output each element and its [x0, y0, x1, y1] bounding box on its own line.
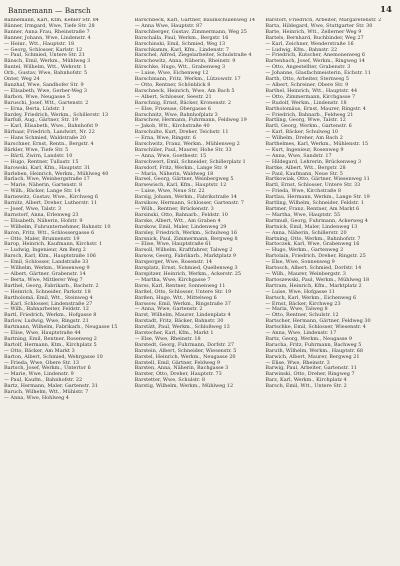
directory-entry: Barstadt, Fritz, Bäcker, Bahnstr. 30 — [134, 318, 224, 325]
directory-entry: Barssow, Emil, Werkm., Ringstraße 37 — [134, 300, 231, 307]
directory-entry: Bärschke, Hugo, Wtt., Grabenweg 3 — [134, 64, 226, 71]
directory-entry: Bartling, Georg, Wwe, Talstr. 12 — [265, 117, 346, 124]
directory-entry: Bänner, Irmgard, Wwe, Tiefe Str. 28 — [4, 22, 95, 29]
directory-entry: — Otto, Angestellter, Grabenstr. 3 — [265, 64, 351, 71]
directory-entry: Barstorf, Friedrich, Arbeiter, Margaretenstr. 2 — [265, 18, 382, 23]
directory-entry: Barsig, Johann, Werkm., Fabrikstraße 14 — [134, 194, 237, 201]
directory-entry: Barster, Otto, Dreher, Hauptstr. 73 — [134, 371, 222, 378]
directory-entry: Barsel, Georg, Gärtner, Weinbergweg 5 — [134, 176, 234, 183]
directory-entry: Barschüler, Paul, Maurer, Hohe Str. 33 — [134, 146, 232, 153]
directory-entry: Bartsch, Josef, Werkm., Untertor 6 — [4, 365, 91, 372]
directory-entry: Bartz, Hermann, Maler, Gartenstr. 31 — [4, 383, 98, 390]
directory-entry: Barschwitz, Franz, Werkm., Mühlenweg 2 — [134, 141, 240, 148]
directory-entry: Barbon, Wwe, Neugasse 5 — [4, 93, 70, 100]
directory-entry: Barstedt, Georg, Fuhrmann, Dorfstr. 27 — [134, 341, 234, 348]
directory-entry: — Anna Wwe, Hauptstr. 87 — [134, 22, 203, 29]
directory-entry: Bartsch, Karl, Werkm., Eichenweg 6 — [265, 294, 357, 301]
directory-entry: — Else, Friseuse, Obergasse 6 — [134, 105, 211, 112]
directory-entry: Bardey, Friedrich, Werkm., Schillerstr. 13 — [4, 111, 109, 118]
directory-entry: Baruschi, Josef, Wtt., Gartenstr. 2 — [4, 99, 89, 106]
directory-entry: — Wilh., Bäcker, Lange Str. 14 — [4, 188, 81, 195]
directory-entry: — Luise, Wwe, Hofgasse 11 — [265, 288, 335, 295]
directory-entry: Barschel, Alfred, Ziegelarbeiter, Schulstraße 4 — [134, 52, 252, 59]
directory-entry: Onter, Weg 24 — [4, 76, 40, 83]
directory-entry: Barth, Otto, Arbeiter, Sternweg 5 — [265, 76, 350, 83]
running-head: Bannemann — Barsch — [8, 6, 91, 15]
directory-entry: — Anna, Wwe, Lindenstr. 17 — [265, 330, 337, 337]
directory-entry: — Emil, Schlosser, Landstraße 33 — [4, 259, 89, 266]
directory-entry: Bartmann, Wilhelm, Fabrikarb., Neugasse 15 — [4, 324, 118, 331]
directory-entry: Bartscher, Hermann, Gärtner, Feldweg 30 — [265, 318, 371, 325]
directory-entry: — Georg, Schlosser, Karlstr. 12 — [4, 46, 83, 53]
directory-entry: Barnitz, Albert, Dreher, Lutherstr. 11 — [4, 200, 98, 207]
directory-entry: Baron, Fritz, Wtt., Schlossergasse 6 — [4, 229, 95, 236]
directory-entry: Barstätt, Paul, Werkm., Schloßweg 13 — [134, 324, 230, 331]
directory-entry: Barschulte, Kurt, Dreher, Teichstr. 11 — [134, 129, 229, 136]
directory-entry: — Frieda, Wwe, Obere Str. 13 — [4, 359, 79, 366]
directory-entry: Bartnick, Emil, Maler, Lindenweg 13 — [265, 223, 358, 230]
directory-entry: — Kurt, Ingenieur, Rosenweg 9 — [265, 146, 344, 153]
directory-entry: Bartosch, Albert, Schmied, Dorfstr. 14 — [265, 265, 362, 272]
directory-entry: — Else, Wwe, Sonnenweg 9 — [265, 259, 335, 266]
directory-entry: — Otto, Bäcker, Am Markt 3 — [4, 347, 75, 354]
directory-entry: — Elise, Wwe, Hauptstraße 61 — [134, 241, 212, 248]
directory-entry: — Albert, Schreiner, Obere Str. 9 — [265, 81, 349, 88]
directory-entry: Bartmuß, Georg, Fuhrmann, Ackerweg 4 — [265, 217, 368, 224]
directory-entry: Barta, Hildegard, Wwe, Stuttgarter Str. 30 — [265, 22, 373, 29]
directory-entry: — Josef, Wwe, Talstr. 3 — [4, 206, 62, 212]
directory-entry: Bantel, Wilhelm, Wtt., Wehrstr. 1 — [4, 64, 87, 71]
directory-entry: Barsch, Emil, Wtt., Untere Str. 2 — [265, 383, 347, 390]
directory-entry: Barst, Wilhelm, Maurer, Lindenplatz 4 — [134, 312, 231, 319]
directory-entry: Bartenbach, Josef, Werkm., Ringweg 14 — [265, 58, 365, 65]
directory-entry: Barßen, Hugo, Wtt., Mittelweg 6 — [134, 294, 217, 301]
directory-entry: Bartmer, Franz, Rentner, Am Markt 6 — [265, 206, 360, 212]
directory-entry: Banner, Anna Frau, Rheinstraße 7 — [4, 28, 90, 35]
page-header — [8, 5, 392, 17]
directory-entry: Barschnig, Ernst, Bäcker, Kronenstr. 2 — [134, 99, 232, 106]
directory-entry: — Martha, Wwe, Kirchgasse 7 — [134, 276, 211, 283]
directory-entry: Barschberger, Gustav, Zimmermann, Weg 25 — [134, 28, 247, 35]
directory-entry: Barsoll, Wilhelm, Kraftfahrer, Talweg 2 — [134, 247, 233, 254]
directory-entry: Banner, Johann, Wwe, Lindenstr. 4 — [4, 34, 91, 41]
directory-entry: Barwinski, Otto, Dreher, Ringweg 7 — [265, 371, 355, 378]
directory-entry: Bartl, Georg, Werkm., Gartenstr. 6 — [265, 123, 352, 130]
entry-columns — [4, 18, 394, 562]
directory-entry: — Anna, Wwe, Goethestr. 15 — [134, 152, 207, 159]
directory-entry: Banzhaf, Wwe, Sandhofer Str. 9 — [4, 81, 84, 88]
directory-entry: Barschewitz, Anna, Näherin, Rheinstr. 9 — [134, 58, 236, 65]
directory-entry: — Wilh., Bahnarbeiter, Feldstr. 12 — [4, 306, 89, 313]
directory-entry: Barstein, Albert, Schneider, Wiesenstr. 5 — [134, 347, 237, 354]
directory-entry: Barop, Heinrich, Kaufmann, Kirchstr. 1 — [4, 241, 103, 248]
directory-entry: Barschner, Ernst, Rentn., Bergstr. 4 — [4, 141, 94, 148]
directory-entry: — Marie, Wwe, Lindenstr. 9 — [4, 371, 74, 378]
directory-entry: — Friedrich, Bahnarb., Feldweg 21 — [265, 111, 354, 118]
directory-entry: — Otto, Maler, Brunnenstr. 19 — [4, 235, 80, 242]
directory-entry: Bartoczek, Karl, Wwe, Grabenweg 16 — [265, 241, 360, 248]
directory-entry: — Heinr., Wtt., Hauptstr. 18 — [4, 40, 75, 47]
directory-entry: Bartolf, Hermann, Ktm., Kirchplatz 5 — [4, 341, 97, 348]
directory-entry: — Wilhelm, Fuhrunternehmer, Bahnstr. 10 — [4, 223, 111, 230]
directory-entry: Barschow, Hermann, Fuhrmann, Feldweg 19 — [134, 117, 247, 124]
directory-entry: — Anna, Wwe, Hohlweg 4 — [4, 395, 69, 401]
directory-entry: Bartoszewski, Paul, Werkm., Mühlweg 18 — [265, 276, 370, 283]
directory-entry: Bartschke, Emil, Schlosser, Wiesenstr. 4 — [265, 324, 366, 331]
directory-entry: Barstecher, Karl, Kfm., Markt 1 — [134, 330, 214, 337]
directory-entry: — Karl, Elisabeth, Wwe., Bahnhofst 9 — [4, 123, 98, 130]
directory-entry: Barnewitz, Gustav, Wwe., Kirchweg 6 — [4, 194, 99, 201]
column-1 — [4, 18, 133, 562]
directory-entry: Barsow, Georg, Fabrikarb., Marktplatz 9 — [134, 253, 237, 260]
directory-entry: Bannemann, Karl, Ktm, Kehler Str. 84 — [4, 18, 99, 23]
directory-entry: — Karl, Bäcker, Schulweg 10 — [265, 129, 339, 136]
directory-entry: — Anna, Wwe, Sandstr. 17 — [265, 152, 332, 159]
directory-entry: — Albert, Schlosser, Seestr. 21 — [134, 93, 212, 100]
directory-entry: Bartl, Friedrich, Werkm., Hofgasse 8 — [4, 312, 97, 319]
directory-entry: Bärkler, Wwe, Tiefe Str. 5 — [4, 146, 69, 153]
directory-entry: Barstel, Heinrich, Werkm., Neugasse 20 — [134, 353, 236, 360]
directory-entry: Barwig, Paul, Arbeiter, Gartenstr. 11 — [265, 365, 357, 372]
directory-entry: Bänsch, Emil, Werkm., Mühlweg 3 — [4, 58, 91, 65]
directory-entry: Bärhaar, Friedrich, Landwirt, Nr. 22 — [4, 129, 95, 136]
directory-entry: Barstig, Wilhelm, Werkm., Mühlweg 12 — [134, 383, 234, 390]
directory-entry: Barschnitz, Wwe, Bahnhofplatz 3 — [134, 111, 218, 118]
directory-entry: — Elise, Wwe, Rheinstr. 3 — [265, 359, 330, 366]
page-number: 14 — [380, 5, 392, 15]
directory-entry: Barsdorf, Fritz, Werkm., Lange Str. 9 — [134, 164, 228, 171]
directory-entry: — Luise, Wwe, Eichenweg 12 — [134, 70, 209, 77]
directory-entry: Barte, Heinrich, Wtt., Zellerner Weg 9 — [265, 28, 362, 35]
directory-entry: Barnstorf, Anna, Erlenweg 23 — [4, 211, 79, 218]
directory-entry: Bartkowiak, Otto, Gärtner, Wiesenweg 11 — [265, 176, 370, 183]
directory-entry: Barleben, Heinrich, Werkm., Mühlweg 40 — [4, 170, 109, 177]
directory-entry: — Erna, Wwe, Ringstr. 6 — [134, 135, 197, 142]
directory-entry: Barlach, Wwe, Weinbergstraße 17 — [4, 176, 90, 183]
directory-entry: — Wilhelm, Werkm., Wiesenweg 9 — [4, 265, 90, 272]
directory-entry: Barstell, Emil, Gärtner, Feldweg 9 — [134, 359, 221, 366]
directory-entry: — Johanne, Glasfachmeisterin, Eichstr. 11 — [265, 70, 371, 77]
directory-entry: — Wilh., Rentner, Brückenstr. 3 — [134, 206, 214, 212]
directory-entry: — Otto, Rentner, Schulstr. 12 — [265, 312, 339, 319]
directory-entry: Barspitzer, Heinrich, Werkm., Ackerstr. 25 — [134, 270, 242, 277]
directory-entry: — Wilhelm, Dreher, Am Bach 2 — [265, 135, 343, 142]
directory-entry: — Karl, Zeichner, Wenderstraße 16 — [265, 40, 354, 47]
directory-entry: Barschinski, Emil, Schmied, Weg 13 — [134, 40, 226, 47]
directory-entry: Barton, Albert, Schmied, Wehrgasse 10 — [4, 353, 103, 360]
directory-entry: — Hildegard, Lehrerin, Brückenweg 3 — [265, 158, 362, 165]
directory-entry: Barsewisch, Karl, Kfm., Hauptstr. 12 — [134, 182, 227, 189]
directory-entry: Barsch, Karl, Ktm., Hauptstraße 106 — [4, 253, 96, 260]
directory-entry: Barsikow, Hermann, Schlosser, Gartenstr. 7 — [134, 200, 244, 207]
directory-entry: — Rudolf, Werkm., Lindenstr. 18 — [265, 99, 347, 106]
directory-entry: Bartolain, Friedrich, Dreher, Ringstr. 25 — [265, 253, 366, 260]
directory-entry: — Martha, Wwe, Hauptstr. 55 — [265, 211, 341, 218]
directory-entry: — Ludwig, Kfm., Bahnstr. 22 — [265, 46, 338, 53]
directory-entry: — Anna, Näherin, Schillerstr. 20 — [265, 229, 347, 236]
directory-entry: Barthel, Heinrich, Wtt., Hauptstr. 44 — [265, 87, 358, 94]
directory-entry: Orb., Gustav, Wwe, Bahnhofstr. 5 — [4, 70, 88, 77]
directory-entry: Barthel, Georg, Fabrikarb., Bachstr. 2 — [4, 282, 99, 289]
directory-entry: Barsley, Friedrich, Werkm., Schulweg 16 — [134, 229, 237, 236]
directory-entry: Bartels, Bernhard, Buchbinder, Weg 27 — [265, 34, 364, 41]
directory-entry: — Karl, Schlosser, Lindenstraße 27 — [4, 300, 93, 307]
directory-entry: Barucha, Fritz, Fuhrmann, Bachweg 5 — [265, 341, 362, 348]
directory-entry: Barßel, Otto, Schlosser, Untere Str. 19 — [134, 288, 232, 295]
directory-entry: Bartning, Emil, Rentner, Rosenweg 2 — [4, 335, 97, 342]
directory-entry: Barsperger, Wwe, Rosenstr. 14 — [134, 259, 213, 266]
directory-entry: Bartholomäus, Ernst, Maurer, Ringstr. 4 — [265, 105, 366, 112]
directory-entry: Barschwert, Emil, Schneider, Schillerplatz 1 — [134, 158, 246, 165]
directory-entry: Barfuß, Aug., Gärtner, Str. 19 — [4, 117, 78, 124]
directory-entry: — Maria, Näherin, Waldweg 18 — [134, 170, 214, 177]
directory-entry: Bartz, Georg, Werkm., Neugasse 9 — [265, 335, 353, 342]
directory-entry: — Friedrich, Kutscher, Anemonenweg 6 — [265, 52, 366, 59]
directory-entry: — Heinrich, Schneider, Parkstr. 18 — [4, 288, 91, 295]
directory-entry: — Else, Wwe, Rheinstr. 18 — [134, 335, 201, 342]
directory-entry: Barz, Karl, Werkm., Kirchplatz 4 — [265, 377, 347, 384]
directory-entry: Barsinski, Otto, Bahnarb., Feldstr. 10 — [134, 211, 228, 218]
directory-entry: — Otto, Rentner, Schönblick 8 — [134, 81, 211, 88]
directory-entry: Bartling, Wilhelm, Schneider, Feldstr. 1 — [265, 200, 365, 207]
directory-entry: Barschkamm, Karl, Kfm., Lindenstr. 7 — [134, 46, 230, 53]
directory-entry: — Bärtl, Zwirn, Landstr. 10 — [4, 152, 73, 159]
directory-entry: Barsplatz, Ernst, Schmied, Quellenweg 3 — [134, 265, 238, 272]
directory-entry: Bartholomä, Emil, Wtt., Steinweg 4 — [4, 294, 93, 301]
directory-entry: Bartke, Albert, Wtt., Bergstr. 28 — [265, 164, 346, 171]
directory-entry: — Luise, Wwe, Neue Str. 22 — [134, 188, 205, 195]
directory-entry: Baruth, Wilhelm, Werkm., Hauptstr. 68 — [265, 347, 364, 354]
directory-entry: — Paul, Schmied, Untere Str. 21 — [4, 52, 85, 59]
directory-entry: — Marie, Näherin, Gartenstr. 8 — [4, 182, 83, 189]
directory-entry: Barschneck, Heinrich, Wwe, Am Bach 5 — [134, 87, 235, 94]
directory-entry: — Otto, Zimmermann, Kirchgasse 7 — [265, 93, 356, 100]
directory-entry: — Paul, Kaufmann, Neue Str. 5 — [265, 170, 343, 177]
directory-entry: — Anna, Wwe, Gartenstr. 2 — [134, 306, 203, 313]
directory-entry: — Frieda, Wwe, Kirchstraße 8 — [265, 188, 342, 195]
directory-entry: — Ernst, Bäcker, Kirchweg 23 — [265, 300, 341, 307]
directory-entry: Barlow, Ludwig, Wwe, Ringstr. 21 — [4, 318, 89, 325]
directory-entry: Barstetter, Wwe, Schulstr. 8 — [134, 377, 205, 384]
directory-entry: — Elise, Wwe, Hauptstraße 44 — [4, 330, 81, 337]
directory-entry: — Jakob, Wtt., Kirchstraße 40 — [134, 123, 210, 130]
directory-entry: Barthelmes, Karl, Werkm., Mühlenstr. 15 — [265, 141, 369, 148]
directory-entry: Barwich, Albert, Maurer, Bergweg 21 — [265, 353, 360, 360]
directory-entry: Barske, Albert, Wtt., Am Graben 4 — [134, 217, 221, 224]
directory-entry: — Maria, Wwe, Talweg 8 — [265, 306, 328, 313]
directory-entry: Barsnick, Paul, Zimmermann, Bergweg 8 — [134, 235, 238, 242]
directory-entry: Barschalla, Paul, Werkm., Bergstr. 16 — [134, 34, 229, 41]
directory-entry: — Hugo, Rentner, Tullastr. 15 — [4, 158, 79, 165]
column-3 — [265, 18, 394, 562]
directory-entry: Bartning, Otto, Werkm., Bahnhofstr. 7 — [265, 235, 361, 242]
directory-entry: Baruch, Wilhelm, Wtt., Mühlstr. 7 — [4, 389, 89, 396]
directory-entry: — Berta, Wwe, Mittlerer Weg 7 — [4, 276, 83, 283]
directory-entry: — Ludwig, Ingenieur, Am Berg 2 — [4, 247, 86, 254]
directory-entry: — Albert, Gärtner, Grabenstr. 14 — [4, 270, 86, 277]
directory-entry: — Hugo, Werkm., Gartenweg 2 — [265, 247, 344, 254]
directory-entry: Bartram, Heinrich, Kfm., Marktplatz 2 — [265, 282, 362, 289]
directory-entry: Bartl, Ernst, Schlosser, Untere Str. 33 — [265, 182, 361, 189]
directory-entry: — Elisabeth, Wwe, Gerber-Weg 3 — [4, 87, 88, 94]
directory-entry: — Paul, Kaufm., Bahnhofstr. 22 — [4, 377, 83, 384]
directory-entry: Barowski, Karl, Kfm., Hauptstr. 31 — [4, 164, 91, 171]
directory-entry: Barschmann, Fritz, Werkm., Lützowstr. 17 — [134, 76, 241, 83]
column-2 — [135, 18, 264, 562]
directory-entry: Barsten, Anna, Näherin, Bachgasse 3 — [134, 365, 229, 372]
directory-entry: — Hans Schmied, Waldstraße 20 — [4, 135, 87, 142]
directory-entry: Bartlau, Hermann, Werkm., Lange Str. 19 — [265, 194, 370, 201]
directory-entry: Barss, Karl, Rentner, Sonnenweg 11 — [134, 282, 226, 289]
directory-entry: — Wilh., Maurer, Weinbergstr. 3 — [265, 270, 346, 277]
directory-entry: — Erna, Berta, Lüdstr. 1 — [4, 105, 65, 112]
directory-entry: — Elisabeth, Näherin, Hofstr. 9 — [4, 217, 83, 224]
directory-entry: Barskow, Emil, Maler, Lindenweg 29 — [134, 223, 227, 230]
directory-entry: Barschbeck, Karl, Gärtner, Baumschulenweg 14 — [134, 18, 255, 23]
